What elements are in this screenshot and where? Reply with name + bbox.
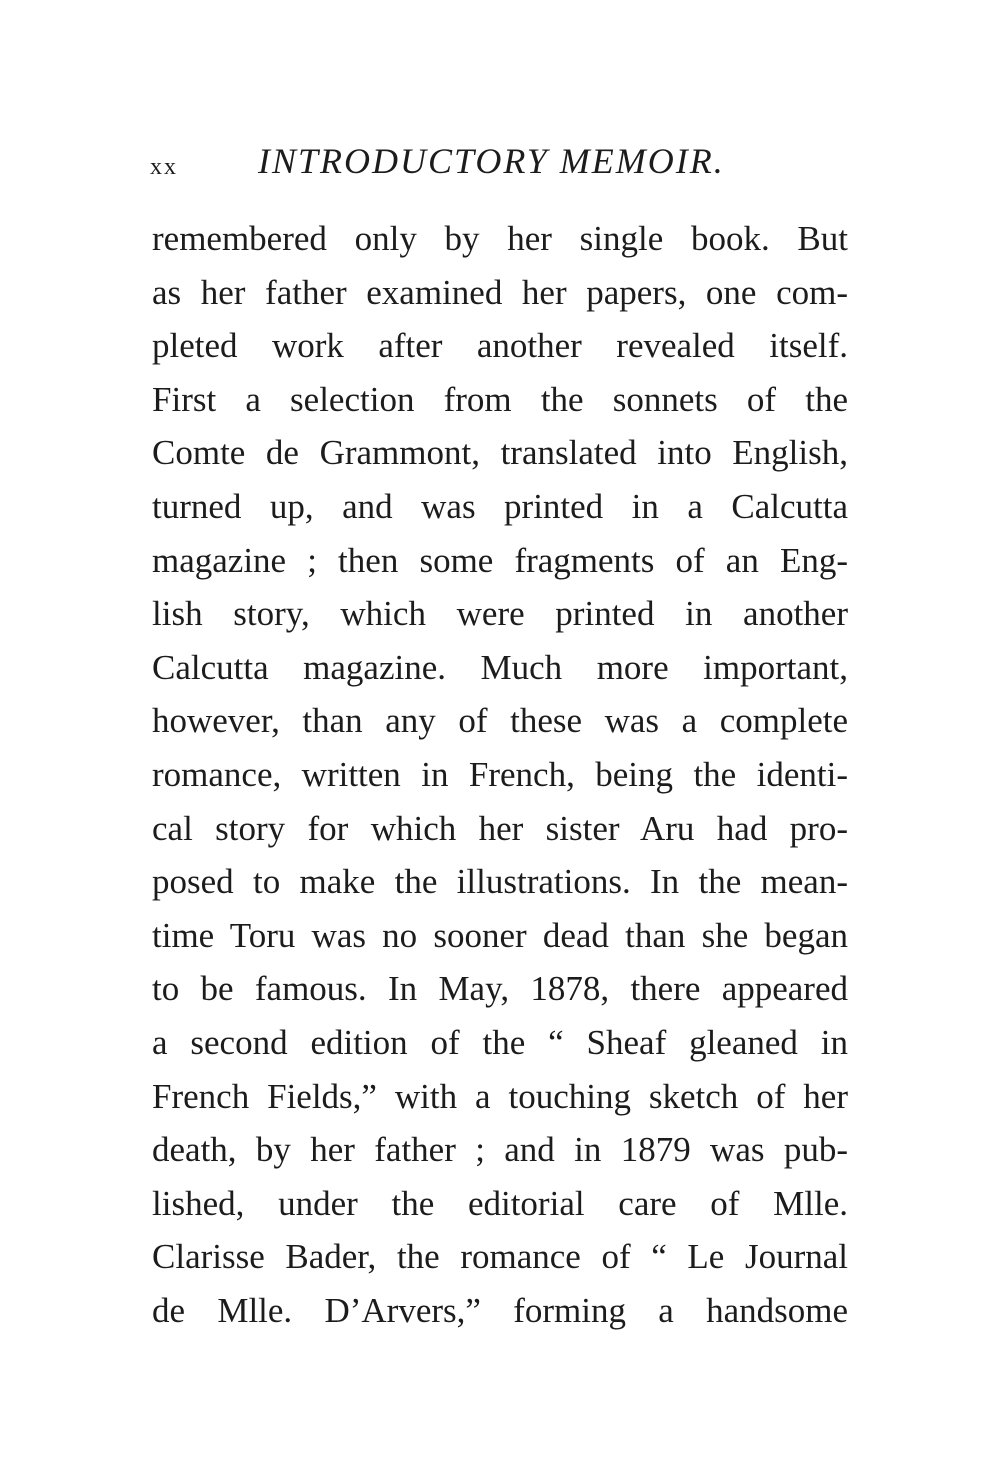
text-line: lished, under the editorial care of Mlle. <box>152 1183 848 1223</box>
text-line: turned up, and was printed in a Calcutta <box>152 486 848 526</box>
text-line: de Mlle. D’Arvers,” forming a handsome <box>152 1290 848 1330</box>
running-title: INTRODUCTORY MEMOIR. <box>258 141 725 181</box>
text-line: posed to make the illustrations. In the mean- <box>152 862 848 902</box>
text-line: Calcutta magazine. Much more important, <box>152 647 848 687</box>
text-line: as her father examined her papers, one com- <box>152 272 848 312</box>
running-head <box>150 140 850 190</box>
text-line: death, by her father ; and in 1879 was pub- <box>152 1130 848 1170</box>
text-line: magazine ; then some fragments of an Eng- <box>152 540 848 580</box>
text-line: cal story for which her sister Aru had pro- <box>152 808 848 848</box>
text-line: French Fields,” with a touching sketch of her <box>152 1076 848 1116</box>
body-text <box>152 212 848 1337</box>
text-line: Comte de Grammont, translated into English, <box>152 433 848 473</box>
text-line: to be famous. In May, 1878, there appeared <box>152 969 848 1009</box>
text-line: pleted work after another revealed itself. <box>152 326 848 366</box>
text-line: First a selection from the sonnets of the <box>152 379 848 419</box>
text-line: time Toru was no sooner dead than she began <box>152 915 848 955</box>
page-number: xx <box>150 154 178 180</box>
text-line: however, than any of these was a complete <box>152 701 848 741</box>
text-line: romance, written in French, being the identi- <box>152 754 848 794</box>
text-line: remembered only by her single book. But <box>152 219 848 258</box>
text-line: Clarisse Bader, the romance of “ Le Journal <box>152 1237 848 1277</box>
text-line: lish story, which were printed in another <box>152 594 848 634</box>
text-line: a second edition of the “ Sheaf gleaned in <box>152 1022 848 1062</box>
